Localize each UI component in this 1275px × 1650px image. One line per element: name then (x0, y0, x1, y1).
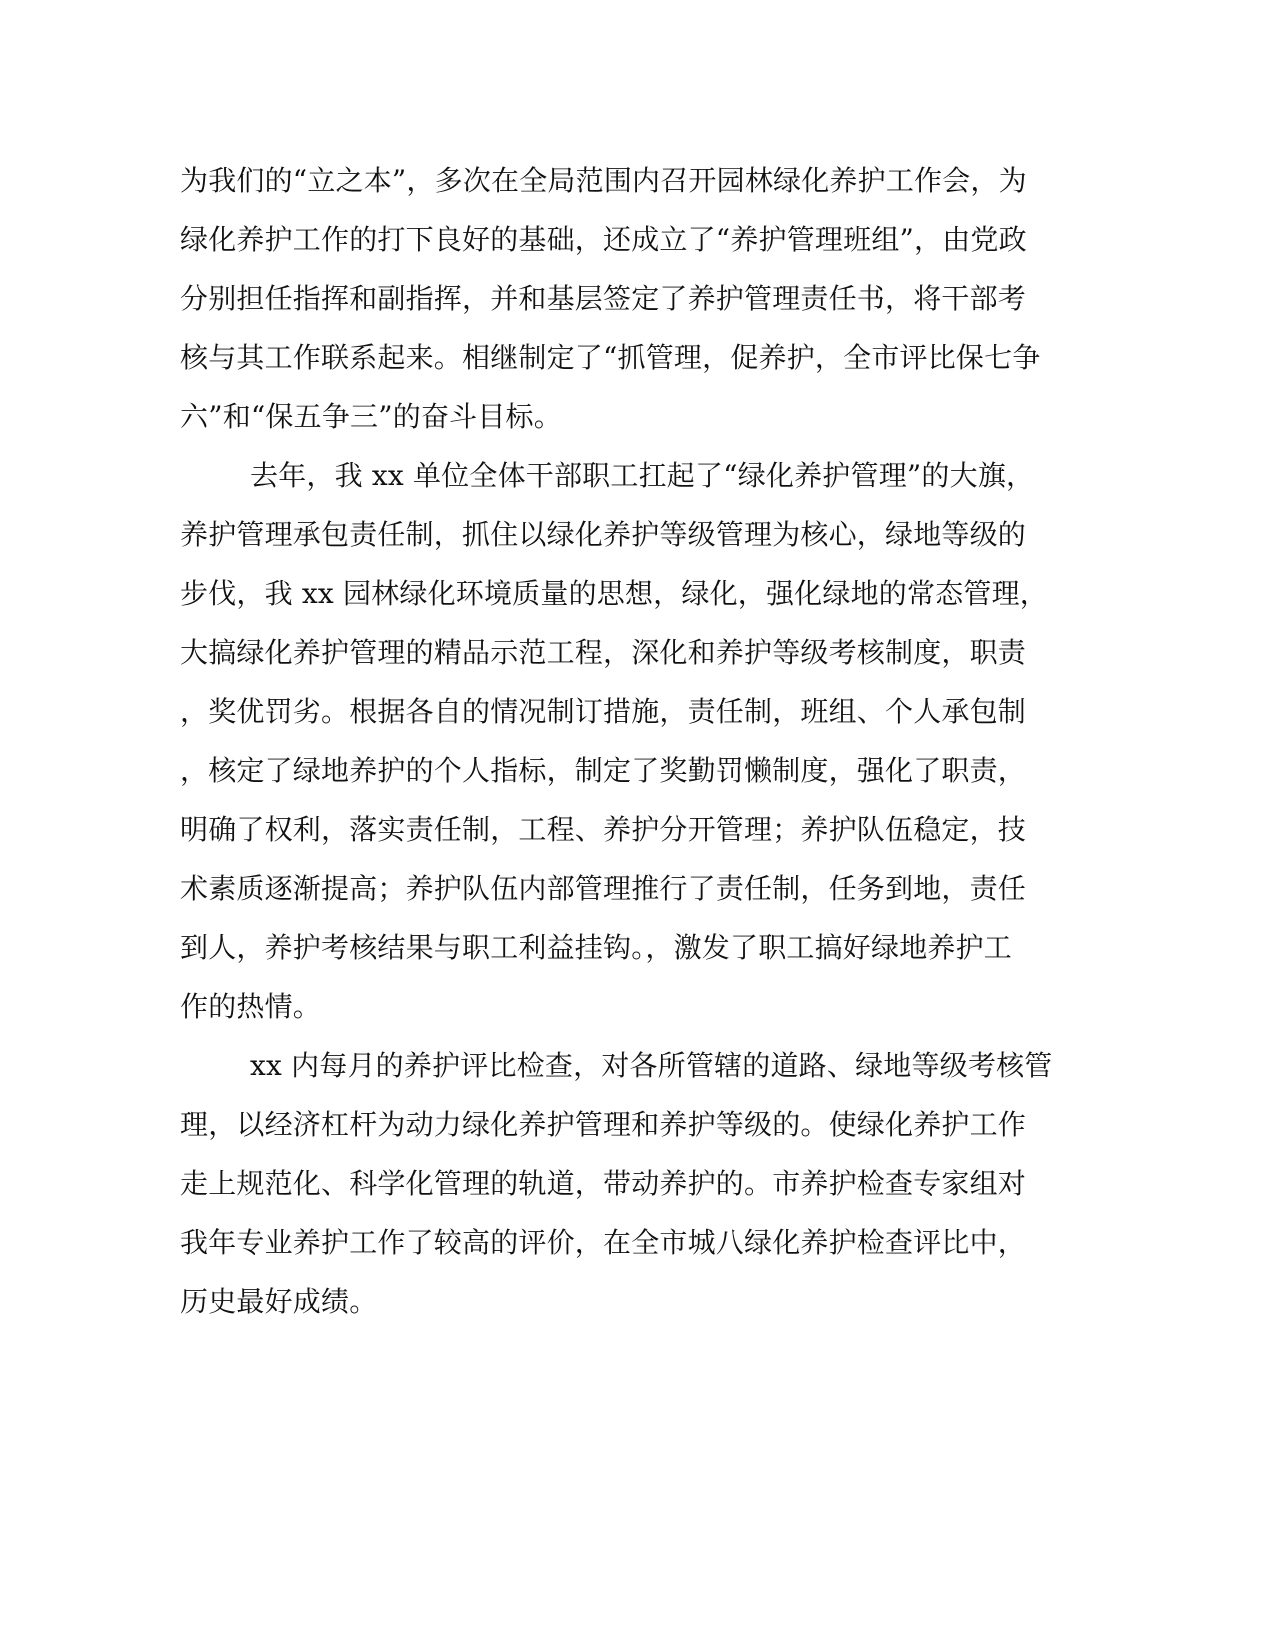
paragraph-3-line-4: 我年专业养护工作了较高的评价，在全市城八绿化养护检查评比中， (180, 1226, 1027, 1259)
paragraph-1-line-1: 为我们的“立之本”，多次在全局范围内召开园林绿化养护工作会，为 (180, 164, 1027, 197)
paragraph-3-line-1: xx 内每月的养护评比检查，对各所管辖的道路、绿地等级考核管 (250, 1049, 1053, 1082)
paragraph-1-line-4: 核与其工作联系起来。相继制定了“抓管理，促养护，全市评比保七争 (180, 341, 1041, 374)
paragraph-3-line-2: 理，以经济杠杆为动力绿化养护管理和养护等级的。使绿化养护工作 (180, 1108, 1027, 1141)
paragraph-1-line-5: 六”和“保五争三”的奋斗目标。 (180, 400, 562, 433)
paragraph-3-line-5: 历史最好成绩。 (180, 1285, 378, 1318)
paragraph-2-line-9: 到人，养护考核结果与职工利益挂钩。，激发了职工搞好绿地养护工 (180, 931, 1013, 964)
paragraph-1-line-3: 分别担任指挥和副指挥，并和基层签定了养护管理责任书，将干部考 (180, 282, 1027, 315)
paragraph-2-line-1: 去年，我 xx 单位全体干部职工扛起了“绿化养护管理”的大旗， (250, 459, 1035, 492)
paragraph-2-line-5: ，奖优罚劣。根据各自的情况制订措施，责任制，班组、个人承包制 (180, 695, 1027, 728)
paragraph-2-line-7: 明确了权利，落实责任制，工程、养护分开管理；养护队伍稳定，技 (180, 813, 1027, 846)
paragraph-2-line-6: ，核定了绿地养护的个人指标，制定了奖勤罚懒制度，强化了职责， (180, 754, 1027, 787)
paragraph-2-line-8: 术素质逐渐提高；养护队伍内部管理推行了责任制，任务到地，责任 (180, 872, 1027, 905)
paragraph-2-line-10: 作的热情。 (180, 990, 322, 1023)
paragraph-3-line-3: 走上规范化、科学化管理的轨道，带动养护的。市养护检查专家组对 (180, 1167, 1027, 1200)
paragraph-2-line-2: 养护管理承包责任制，抓住以绿化养护等级管理为核心，绿地等级的 (180, 518, 1027, 551)
paragraph-2-line-3: 步伐，我 xx 园林绿化环境质量的思想，绿化，强化绿地的常态管理， (180, 577, 1048, 610)
paragraph-2-line-4: 大搞绿化养护管理的精品示范工程，深化和养护等级考核制度，职责 (180, 636, 1027, 669)
paragraph-1-line-2: 绿化养护工作的打下良好的基础，还成立了“养护管理班组”，由党政 (180, 223, 1027, 256)
